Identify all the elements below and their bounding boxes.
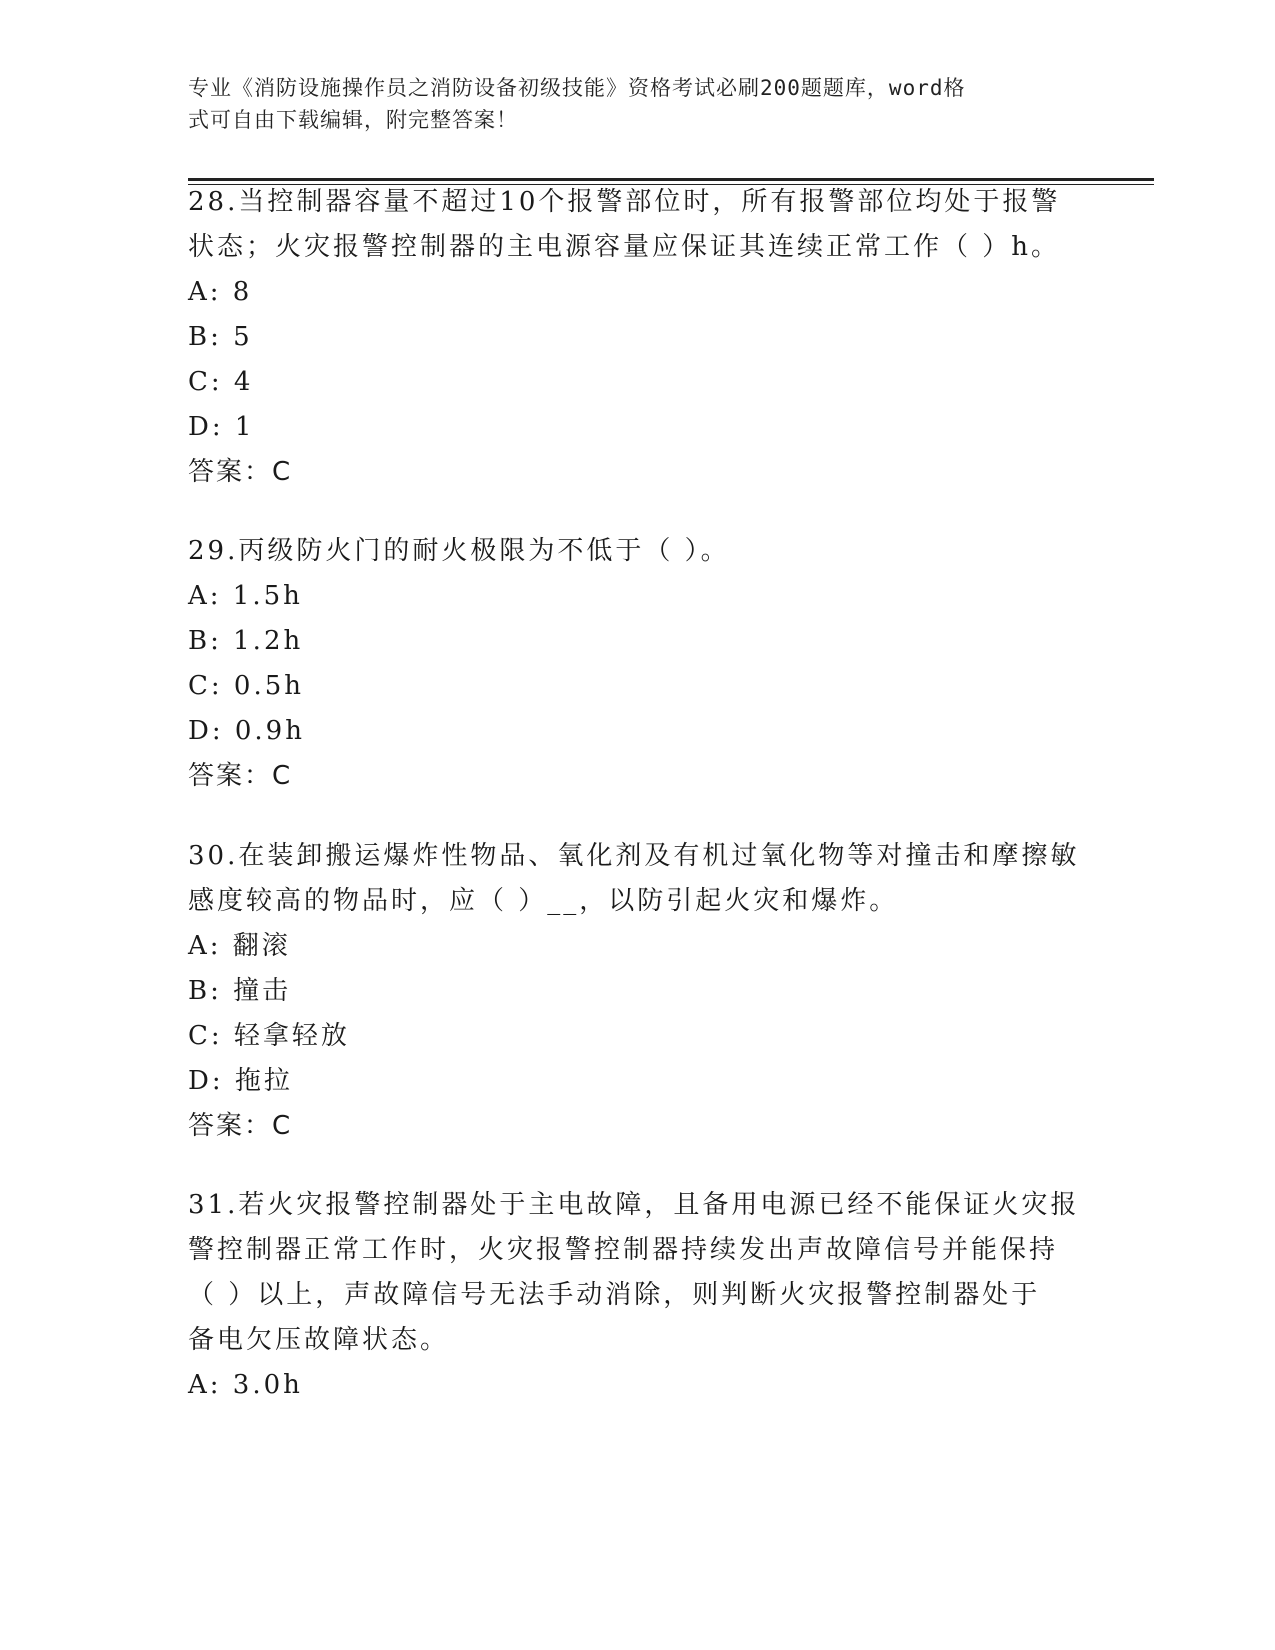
question-28	[188, 180, 1088, 495]
question-stem-line: 30.在装卸搬运爆炸性物品、氧化剂及有机过氧化物等对撞击和摩擦敏	[188, 841, 1080, 871]
option-c: C: 轻拿轻放	[188, 1021, 350, 1051]
option-d: D: 1	[188, 412, 255, 442]
option-d: D: 拖拉	[188, 1066, 293, 1096]
option-a: A: 3.0h	[188, 1370, 303, 1400]
header-line-1: 专业《消防设施操作员之消防设备初级技能》资格考试必刷200题题库，word格	[188, 76, 966, 100]
answer-line: 答案：C	[188, 761, 293, 791]
option-b: B: 5	[188, 322, 253, 352]
option-b: B: 撞击	[188, 976, 292, 1006]
question-stem-line: 31.若火灾报警控制器处于主电故障，且备用电源已经不能保证火灾报	[188, 1190, 1080, 1220]
question-30	[188, 834, 1088, 1149]
header-line-2: 式可自由下载编辑，附完整答案！	[188, 108, 518, 132]
question-31	[188, 1183, 1088, 1408]
question-stem-line: 警控制器正常工作时，火灾报警控制器持续发出声故障信号并能保持	[188, 1235, 1059, 1265]
question-stem-line: （ ）以上，声故障信号无法手动消除，则判断火灾报警控制器处于	[188, 1280, 1041, 1310]
question-stem-line: 29.丙级防火门的耐火极限为不低于（ ）。	[188, 536, 730, 566]
question-stem-line: 状态；火灾报警控制器的主电源容量应保证其连续正常工作（ ）h。	[188, 232, 1061, 262]
option-d: D: 0.9h	[188, 716, 305, 746]
option-a: A: 翻滚	[188, 931, 291, 961]
question-stem-line: 感度较高的物品时，应（ ）__，以防引起火灾和爆炸。	[188, 886, 899, 916]
document-header	[188, 72, 1068, 136]
question-stem-line: 28.当控制器容量不超过10个报警部位时，所有报警部位均处于报警	[188, 187, 1061, 217]
question-29	[188, 529, 1088, 799]
option-a: A: 8	[188, 277, 253, 307]
option-a: A: 1.5h	[188, 581, 303, 611]
question-stem-line: 备电欠压故障状态。	[188, 1325, 450, 1355]
answer-line: 答案：C	[188, 457, 293, 487]
option-c: C: 0.5h	[188, 671, 305, 701]
option-b: B: 1.2h	[188, 626, 304, 656]
answer-line: 答案：C	[188, 1111, 293, 1141]
option-c: C: 4	[188, 367, 254, 397]
